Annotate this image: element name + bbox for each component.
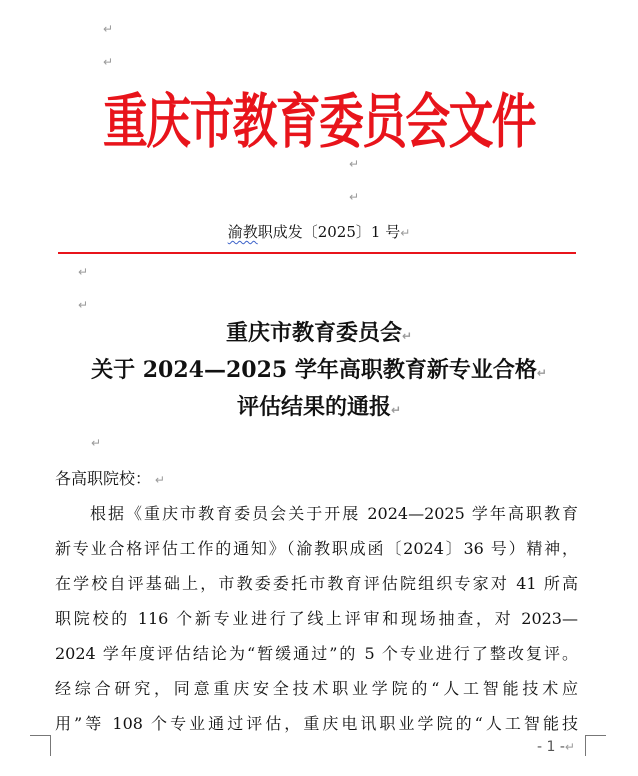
document-number (0, 222, 638, 242)
notice-title-line-1: 重庆市教育委员会↵ (225, 320, 413, 346)
page-corner-mark (30, 735, 51, 756)
page-number: - 1 -↵ (537, 739, 575, 755)
paragraph-mark-icon: ↵ (103, 22, 114, 36)
notice-title-line-3: 评估结果的通报↵ (236, 394, 402, 420)
paragraph-mark-icon: ↵ (390, 403, 402, 417)
paragraph-mark-icon: ↵ (401, 329, 413, 343)
paragraph-mark-icon: ↵ (78, 298, 89, 312)
document-number-rest: 职成发〔2025〕1 号 (257, 223, 401, 241)
document-header-title: 重庆市教育委员会文件 (103, 88, 535, 157)
paragraph-mark-icon: ↵ (349, 157, 360, 171)
body-line: 职院校的 116 个新专业进行了线上评审和现场抽查，对 2023— (55, 609, 578, 628)
red-separator-rule (58, 252, 576, 254)
notice-title-line-2: 关于 2024—2025 学年高职教育新专业合格↵ (91, 357, 547, 383)
body-line: 根据《重庆市教育委员会关于开展 2024—2025 学年高职教育 (90, 504, 578, 523)
paragraph-mark-icon: ↵ (564, 740, 575, 754)
body-line: 在学校自评基础上，市教委委托市教育评估院组织专家对 41 所高 (55, 574, 578, 593)
paragraph-mark-icon: ↵ (103, 55, 114, 69)
paragraph-mark-icon: ↵ (91, 436, 102, 450)
paragraph-mark-icon: ↵ (536, 366, 547, 380)
paragraph-mark-icon: ↵ (400, 226, 411, 240)
salutation: 各高职院校： ↵ (55, 469, 165, 488)
paragraph-mark-icon: ↵ (78, 265, 89, 279)
page-corner-mark (585, 735, 606, 756)
document-number-prefix: 渝教 (227, 223, 258, 241)
paragraph-mark-icon: ↵ (349, 190, 360, 204)
paragraph-mark-icon: ↵ (151, 473, 165, 487)
body-line: 用”等 108 个专业通过评估，重庆电讯职业学院的“人工智能技 (55, 714, 578, 733)
body-line: 新专业合格评估工作的通知》（渝教职成函〔2024〕36 号）精神， (55, 539, 578, 558)
body-line: 经综合研究，同意重庆安全技术职业学院的“人工智能技术应 (55, 679, 578, 698)
body-line: 2024 学年度评估结论为“暂缓通过”的 5 个专业进行了整改复评。 (55, 644, 578, 663)
